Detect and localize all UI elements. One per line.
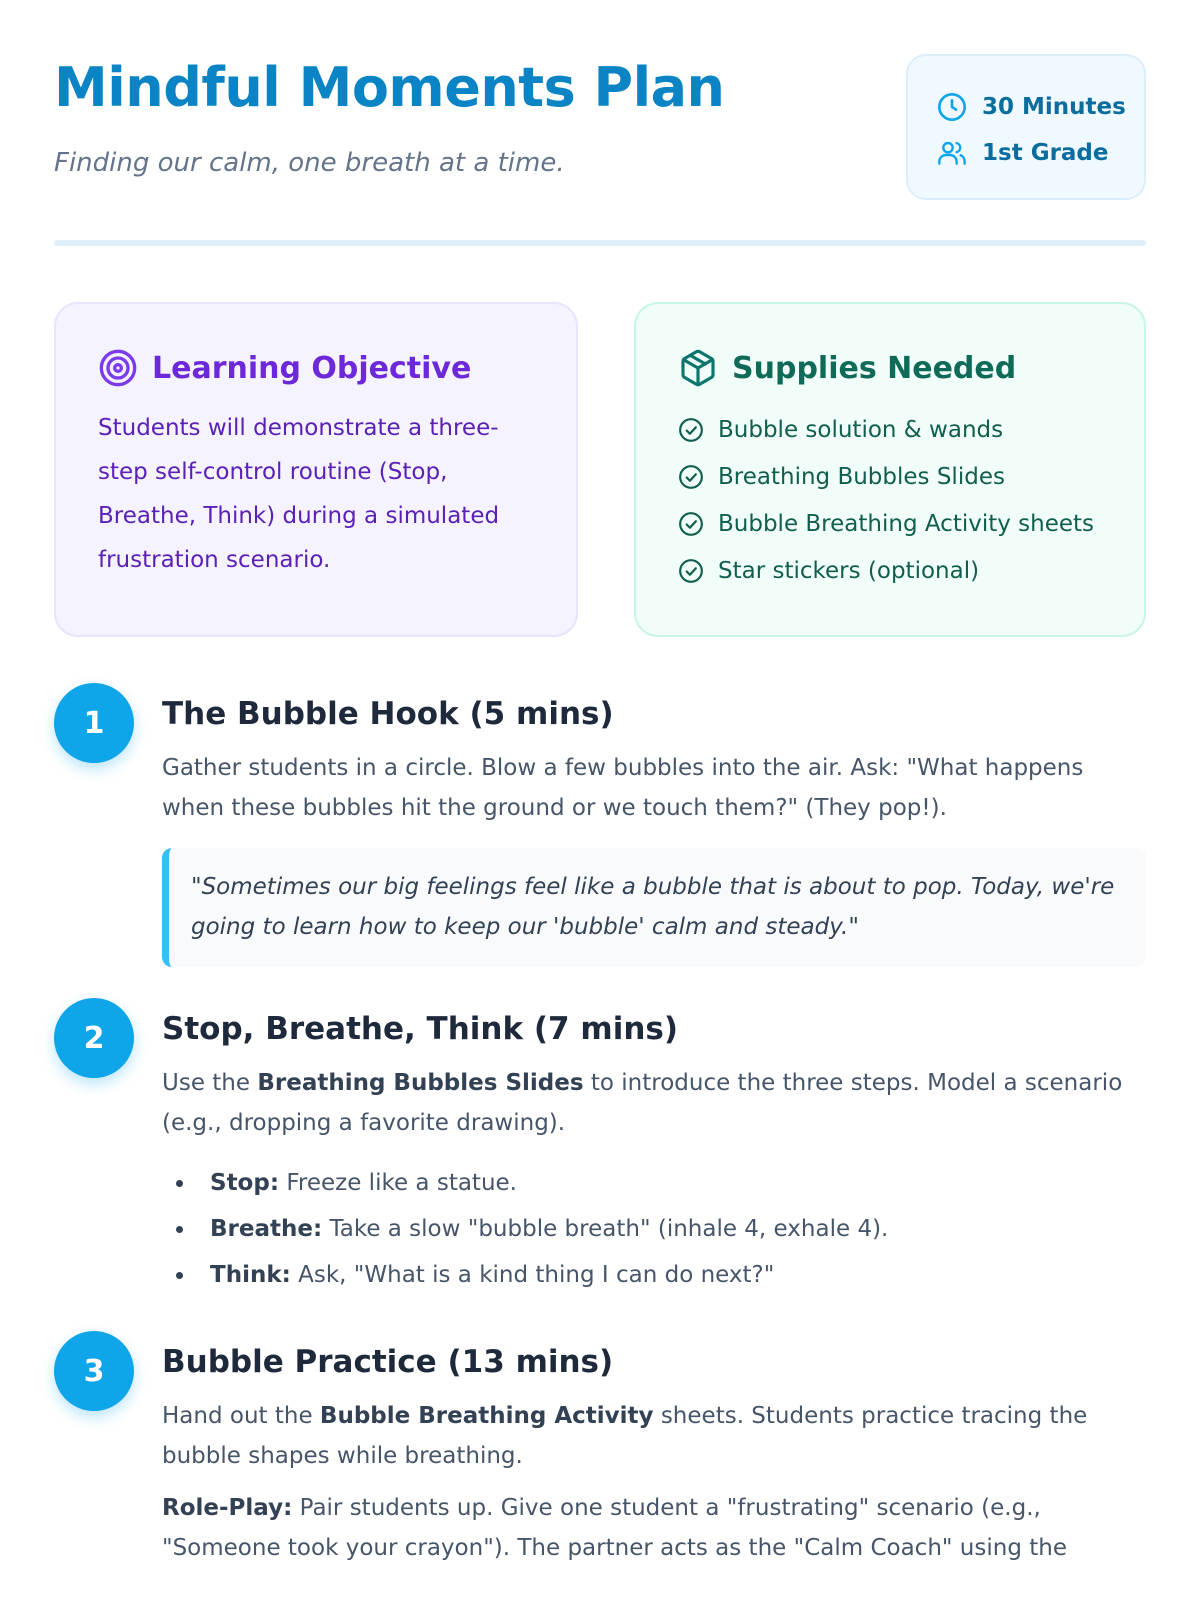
bullet-text: Ask, "What is a kind thing I can do next?" bbox=[290, 1262, 775, 1288]
activity-highlight: Bubble Breathing Activity bbox=[319, 1403, 654, 1429]
supply-item bbox=[678, 500, 1102, 547]
supply-item-label: Bubble solution & wands bbox=[718, 416, 1004, 443]
supply-item bbox=[678, 453, 1102, 500]
objective-heading bbox=[98, 348, 534, 388]
bullet-text: Freeze like a statue. bbox=[279, 1170, 517, 1196]
step-quote: "Sometimes our big feelings feel like a bubble that is about to pop. Today, we're going to learn how to keep our 'bubble' calm and steady." bbox=[162, 848, 1146, 967]
step-1 bbox=[54, 696, 1146, 967]
step-text-start: Hand out the bbox=[162, 1403, 320, 1429]
bullet-item-breathe bbox=[162, 1206, 1146, 1252]
target-icon bbox=[98, 348, 138, 388]
users-icon bbox=[936, 137, 968, 169]
lesson-meta-box bbox=[906, 54, 1146, 200]
step-title: Bubble Practice (13 mins) bbox=[162, 1344, 614, 1380]
objective-title: Learning Objective bbox=[152, 350, 472, 386]
step-3 bbox=[54, 1344, 1146, 1568]
check-circle-icon bbox=[678, 558, 704, 584]
steps-bullet-list bbox=[162, 1160, 1146, 1298]
step-number-badge: 1 bbox=[54, 683, 134, 763]
check-circle-icon bbox=[678, 511, 704, 537]
bullet-item-stop bbox=[162, 1160, 1146, 1206]
supply-item-label: Bubble Breathing Activity sheets bbox=[718, 510, 1095, 537]
page-subtitle: Finding our calm, one breath at a time. bbox=[54, 148, 565, 178]
package-icon bbox=[678, 348, 718, 388]
roleplay-label: Role-Play: bbox=[162, 1495, 293, 1521]
step-text-end: to introduce the three steps. Model a scenario (e.g., dropping a favorite drawing). bbox=[162, 1070, 1123, 1136]
step-number-badge: 2 bbox=[54, 998, 134, 1078]
supplies-title: Supplies Needed bbox=[732, 350, 1017, 386]
step-2 bbox=[54, 1011, 1146, 1298]
page-title: Mindful Moments Plan bbox=[54, 56, 725, 119]
supply-item bbox=[678, 406, 1102, 453]
learning-objective-card bbox=[54, 302, 578, 637]
supplies-card bbox=[634, 302, 1146, 637]
step-number-badge: 3 bbox=[54, 1331, 134, 1411]
grade-row bbox=[936, 130, 1144, 176]
step-text bbox=[162, 1063, 1146, 1143]
supplies-heading bbox=[678, 348, 1102, 388]
step-text-end: sheets. Students practice tracing the bubble shapes while breathing. bbox=[162, 1403, 1088, 1469]
step-title: Stop, Breathe, Think (7 mins) bbox=[162, 1011, 679, 1047]
check-circle-icon bbox=[678, 464, 704, 490]
objective-text: Students will demonstrate a three-step self-control routine (Stop, Breathe, Think) during a simulated frustration scenario. bbox=[98, 415, 500, 573]
bullet-label: Stop: bbox=[210, 1170, 280, 1196]
step-text: Gather students in a circle. Blow a few bubbles into the air. Ask: "What happens when these bubbles hit the ground or we touch them?" (They pop!). bbox=[162, 755, 1084, 821]
roleplay-text bbox=[162, 1488, 1146, 1568]
supplies-list bbox=[678, 406, 1102, 594]
step-text bbox=[162, 1396, 1146, 1476]
supply-item-label: Star stickers (optional) bbox=[718, 557, 980, 584]
roleplay-body: Pair students up. Give one student a "frustrating" scenario (e.g., "Someone took your crayon"). The partner acts as the "Calm Coach" using the bbox=[162, 1495, 1067, 1561]
step-title: The Bubble Hook (5 mins) bbox=[162, 696, 614, 732]
bullet-label: Think: bbox=[210, 1262, 291, 1288]
check-circle-icon bbox=[678, 417, 704, 443]
step-text-start: Use the bbox=[162, 1070, 258, 1096]
info-cards bbox=[54, 245, 1146, 640]
bullet-item-think bbox=[162, 1252, 1146, 1298]
supply-item bbox=[678, 547, 1102, 594]
header bbox=[54, 0, 1146, 245]
bullet-text: Take a slow "bubble breath" (inhale 4, exhale 4). bbox=[322, 1216, 889, 1242]
clock-icon bbox=[936, 91, 968, 123]
supply-item-label: Breathing Bubbles Slides bbox=[718, 463, 1005, 490]
duration-text: 30 Minutes bbox=[982, 94, 1126, 120]
duration-row bbox=[936, 84, 1144, 130]
grade-text: 1st Grade bbox=[982, 140, 1109, 166]
bullet-label: Breathe: bbox=[210, 1216, 323, 1242]
slides-highlight: Breathing Bubbles Slides bbox=[257, 1070, 584, 1096]
